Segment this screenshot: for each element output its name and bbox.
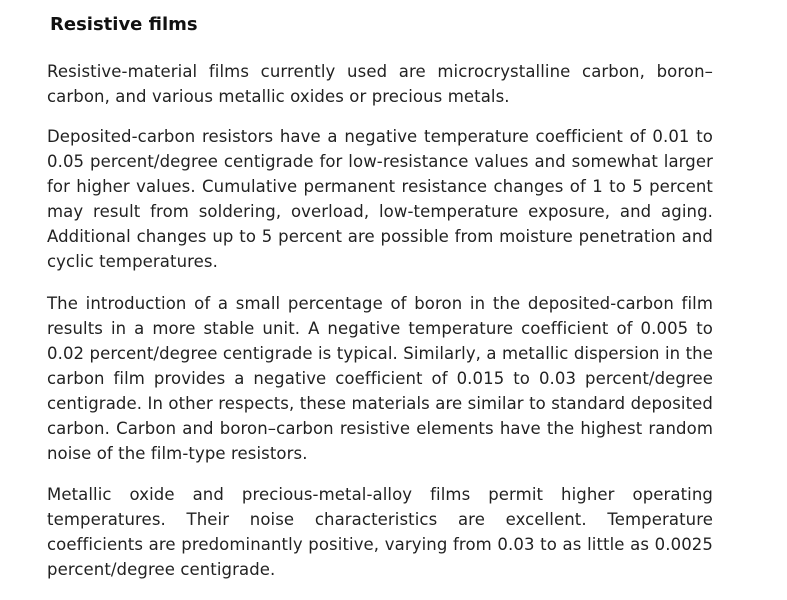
- paragraph-1: Resistive-material films currently used are microcrystalline carbon, boron–carbon, and various metallic oxides or precious metals.: [47, 62, 713, 106]
- paragraph-2: Deposited-carbon resistors have a negative temperature coefficient of 0.01 to 0.05 percent/degree centigrade for low-resistance values and somewhat larger for higher values. Cumulative permanent resistance changes of 1 to 5 percent may result from soldering, overload, low-temperature exposure, and aging. Additional changes up to 5 percent are possible from moisture penetration and cyclic temperatures.: [47, 127, 713, 271]
- paragraph-3: The introduction of a small percentage of boron in the deposited-carbon film results in a more stable unit. A negative temperature coefficient of 0.005 to 0.02 percent/degree centigrade is typical. Similarly, a metallic dispersion in the carbon film provides a negative coefficient of 0.015 to 0.03 percent/degree centigrade. In other respects, these materials are similar to standard deposited carbon. Carbon and boron–carbon resistive elements have the highest random noise of the film-type resistors.: [47, 294, 713, 463]
- paragraph-4: Metallic oxide and precious-metal-alloy films permit higher operating temperatures. Their noise characteristics are excellent. Temperature coefficients are predominantly positive, varying from 0.03 to as little as 0.0025 percent/degree centigrade.: [47, 485, 713, 579]
- section-heading: Resistive films: [50, 14, 198, 35]
